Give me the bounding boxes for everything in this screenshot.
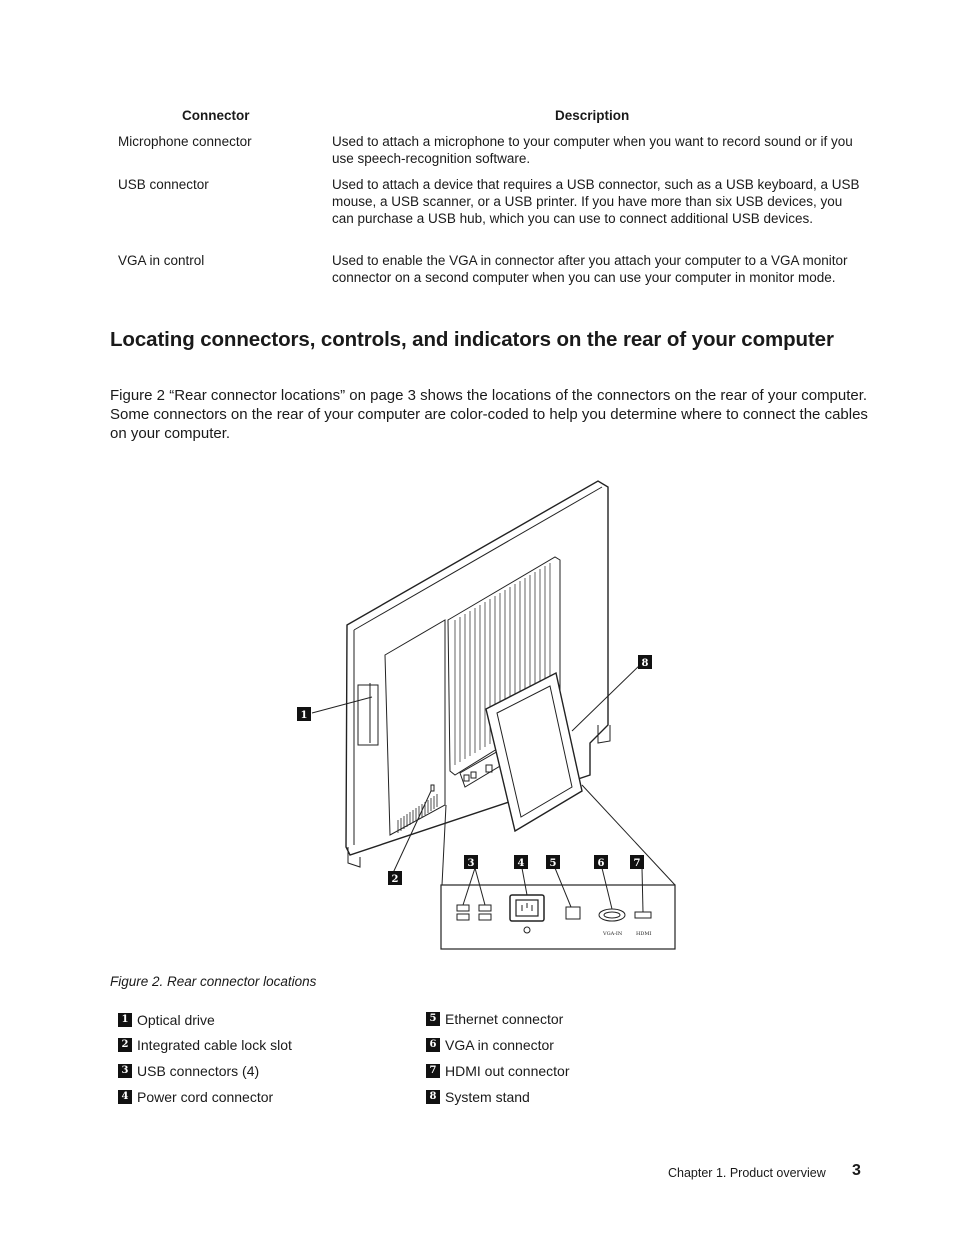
figure-caption: Figure 2. Rear connector locations [110,974,317,989]
legend-label: Ethernet connector [445,1011,564,1027]
legend-badge: 4 [118,1090,132,1104]
table-cell-connector: VGA in control [118,253,205,268]
page-number: 3 [852,1162,861,1179]
table-cell-description: Used to attach a microphone to your computer when you want to record sound or if you use speech-recognition software. [332,134,853,166]
intro-paragraph: Figure 2 “Rear connector locations” on page 3 shows the locations of the connectors on the rear of your computer. Some connectors on the rear of your computer are color-coded to help you determine where to connect the cables on your computer. [110,387,868,442]
legend-badge: 6 [426,1038,440,1052]
legend-badge: 2 [118,1038,132,1052]
table-cell-connector: USB connector [118,177,209,192]
legend-label: HDMI out connector [445,1063,570,1079]
section-title: Locating connectors, controls, and indicators on the rear of your computer [110,328,834,351]
legend-item [118,1036,292,1054]
table-header-connector: Connector [182,108,250,123]
table-cell-description: Used to enable the VGA in connector after you attach your computer to a VGA monitor connector on a second computer when you can use your computer in monitor mode. [332,253,848,285]
legend-label: VGA in connector [445,1037,554,1053]
legend-badge: 3 [118,1064,132,1078]
legend-item [426,1010,563,1028]
vga-port-label: VGA-IN [603,931,623,937]
legend-badge: 1 [118,1013,132,1027]
callout-number: 6 [597,858,605,869]
table-cell-description: Used to attach a device that requires a USB connector, such as a USB keyboard, a USB mouse, a USB scanner, or a USB printer. If you have more than six USB devices, you can purchase a USB hub, which you can use to connect additional USB devices. [332,177,860,226]
legend-item [426,1062,570,1080]
legend-item [118,1062,259,1080]
legend-label: Power cord connector [137,1089,274,1105]
legend-item [426,1088,530,1106]
callout-number: 1 [300,710,308,721]
footer-chapter: Chapter 1. Product overview [668,1166,826,1180]
legend-label: Integrated cable lock slot [137,1037,292,1053]
legend-item [426,1036,554,1054]
legend-label: Optical drive [137,1012,215,1028]
legend-badge: 7 [426,1064,440,1078]
hdmi-port-label: HDMI [636,931,652,937]
callout-number: 4 [517,858,525,869]
callout-number: 2 [391,874,399,885]
legend-badge: 8 [426,1090,440,1104]
callout-number: 3 [467,858,475,869]
table-header-description: Description [555,108,630,123]
legend-item [118,1088,273,1106]
table-cell-connector: Microphone connector [118,134,252,149]
callout-number: 8 [641,658,649,669]
legend-label: System stand [445,1089,530,1105]
legend-label: USB connectors (4) [137,1063,260,1079]
rear-computer-figure [290,475,690,955]
legend-badge: 5 [426,1012,440,1026]
callout-number: 7 [633,858,641,869]
callout-number: 5 [549,858,557,869]
legend-item [118,1011,215,1029]
